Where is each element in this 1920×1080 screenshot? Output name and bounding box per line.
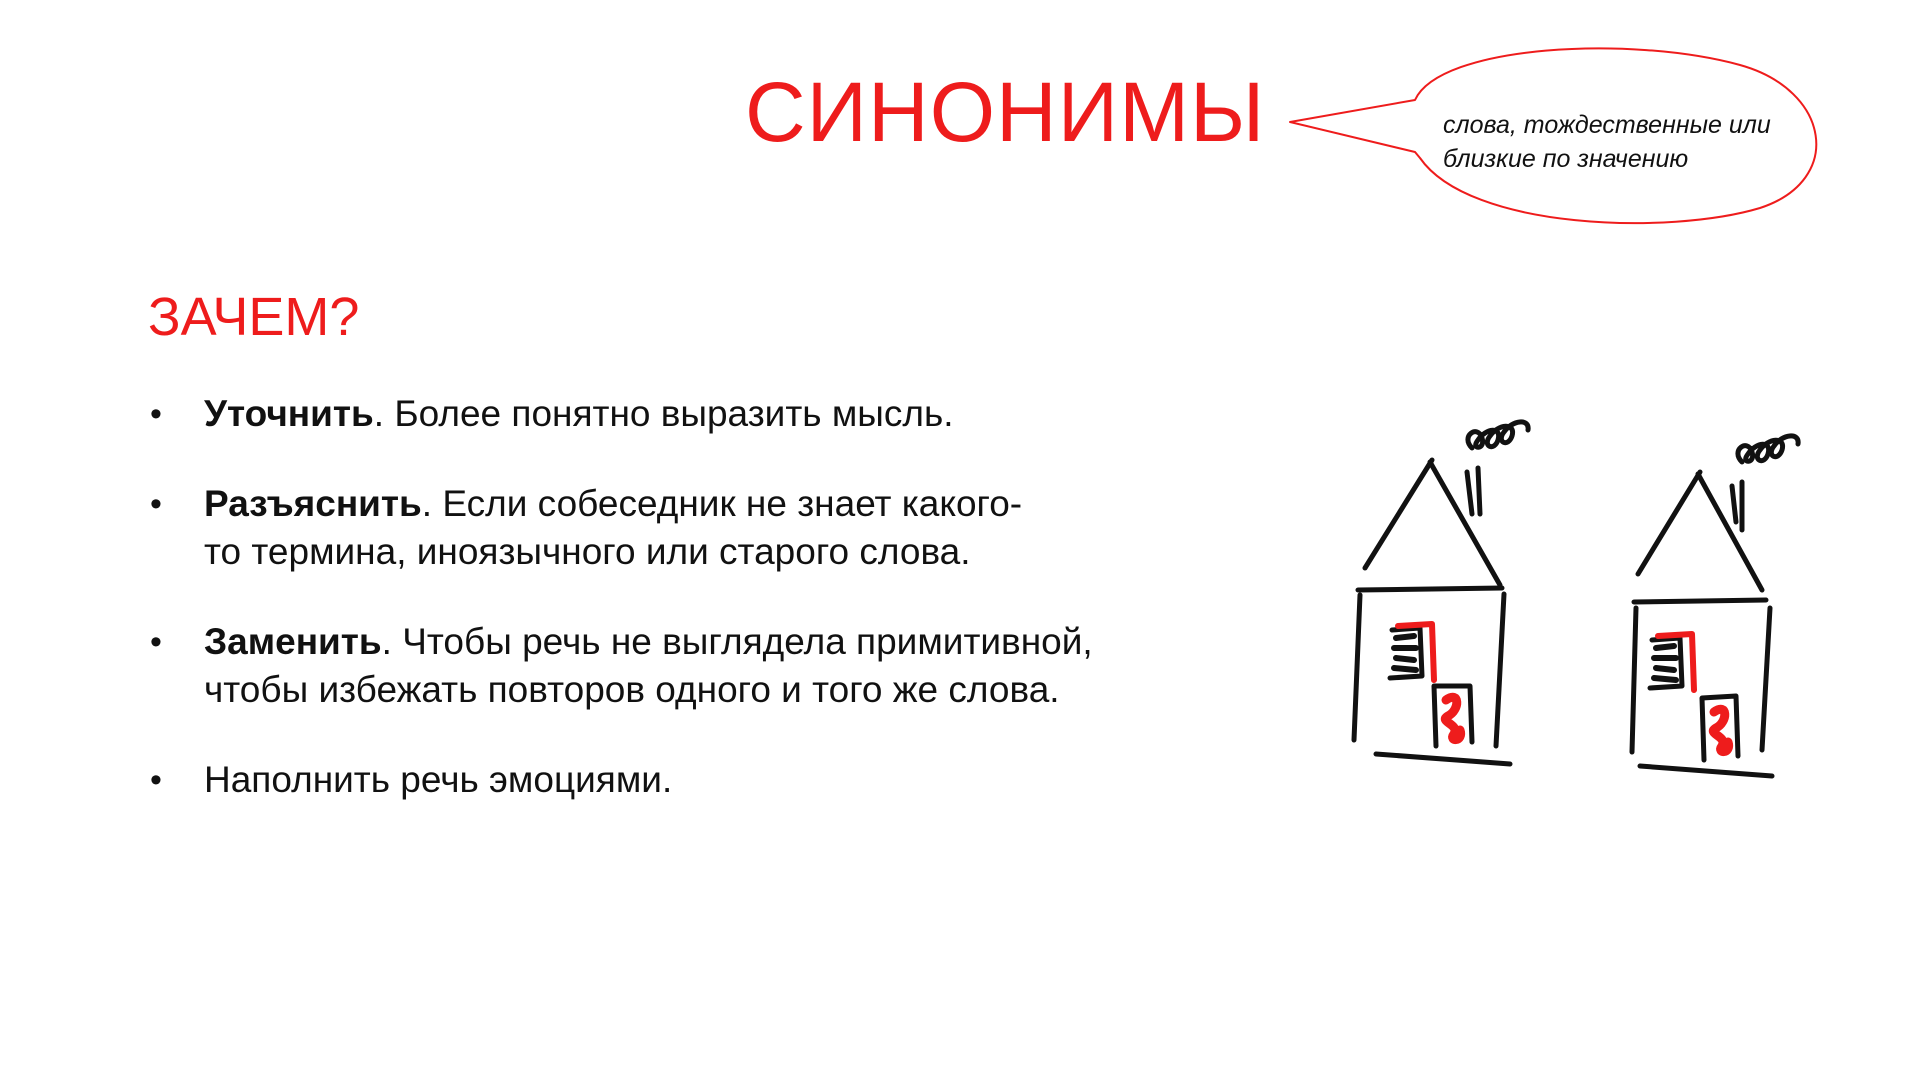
bullet-item xyxy=(148,480,1248,576)
callout-text xyxy=(1443,108,1823,176)
house-drawing-icon xyxy=(1632,436,1798,776)
bullet-term: Уточнить xyxy=(204,393,374,434)
bullet-item xyxy=(148,756,1248,804)
bullet-text: . Если собеседник не знает какого- xyxy=(421,483,1023,524)
callout-line-1: слова, тождественные или xyxy=(1443,111,1771,139)
bullet-marker: • xyxy=(150,623,162,661)
bullet-item xyxy=(148,390,1248,438)
slide-title: СИНОНИМЫ xyxy=(745,65,1266,159)
bullet-text: . Чтобы речь не выглядела примитивной, xyxy=(381,621,1093,662)
bullet-term: Заменить xyxy=(204,621,382,662)
bullet-item xyxy=(148,618,1248,714)
bullet-text-continuation: чтобы избежать повторов одного и того же слова. xyxy=(204,669,1060,710)
bullet-text-continuation: то термина, иноязычного или старого слова. xyxy=(204,531,971,572)
bullet-marker: • xyxy=(150,395,162,433)
bullet-text: Наполнить речь эмоциями. xyxy=(204,759,673,800)
bullet-marker: • xyxy=(150,761,162,799)
bullet-term: Разъяснить xyxy=(204,483,422,524)
section-heading: ЗАЧЕМ? xyxy=(148,287,360,347)
bullet-text: . Более понятно выразить мысль. xyxy=(373,393,954,434)
houses-illustration xyxy=(1330,390,1890,790)
bullet-list xyxy=(148,390,1248,846)
callout-line-2: близкие по значению xyxy=(1443,145,1689,173)
house-drawing-icon xyxy=(1354,422,1528,764)
bullet-marker: • xyxy=(150,485,162,523)
